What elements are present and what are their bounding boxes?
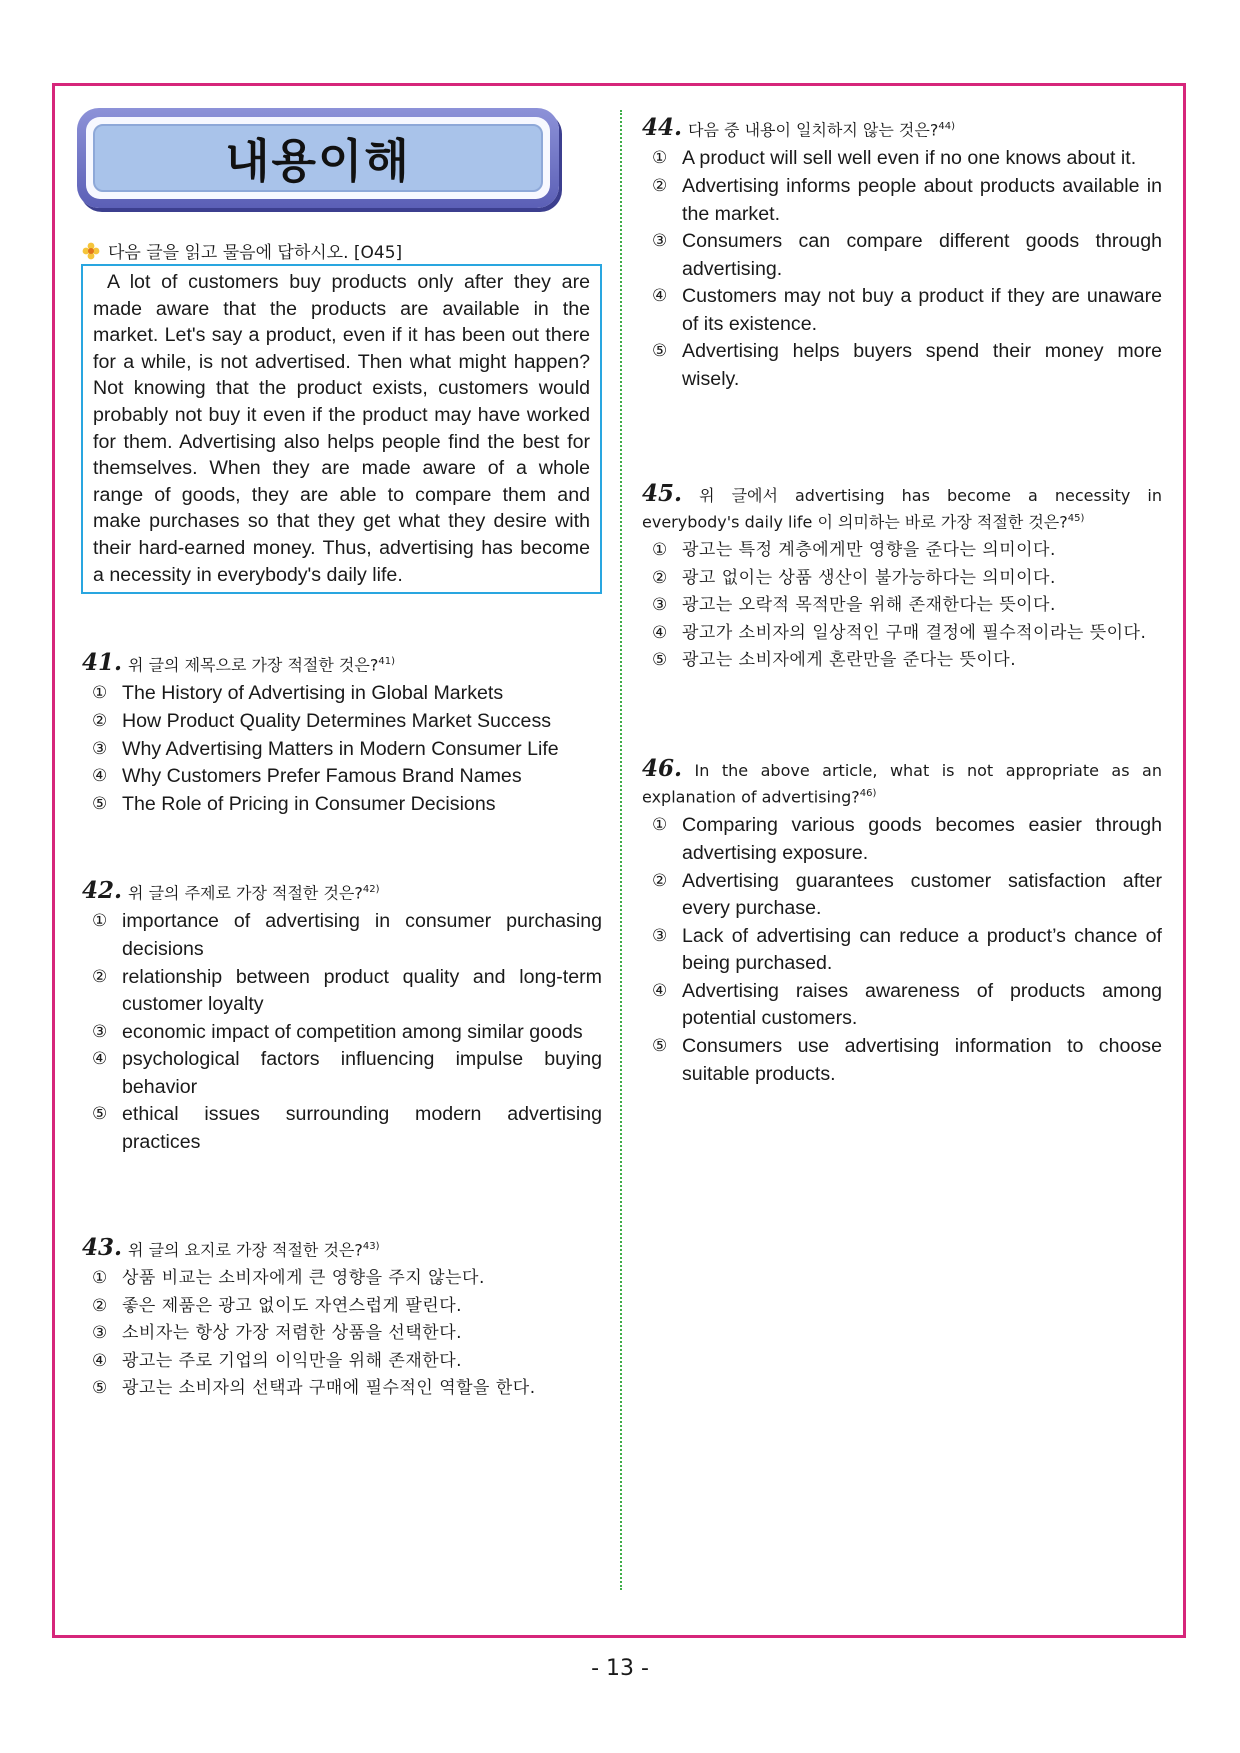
answer-option[interactable] [642,868,1162,923]
option-marker: ① [652,540,668,561]
option-marker: ④ [92,766,108,787]
question-prompt: 위 글에서 advertising has become a necessity in everybody's daily life 이 의미하는 바로 가장 적절한 것은? [642,486,1162,532]
flower-icon [82,242,100,260]
option-marker: ③ [92,738,108,759]
option-text: Advertising raises awareness of products among potential customers. [682,979,1162,1030]
option-text: 좋은 제품은 광고 없이도 자연스럽게 팔린다. [122,1295,463,1316]
question-number: 41 . [82,651,122,674]
answer-option[interactable] [82,1101,602,1156]
option-text: Lack of advertising can reduce a product’s chance of being purchased. [682,924,1162,975]
option-marker: ③ [652,925,668,946]
instruction-text: 다음 글을 읽고 물음에 답하시오. [O45] [108,243,403,263]
question-44 [642,115,1162,394]
option-text: 광고는 소비자에게 혼란만을 준다는 뜻이다. [682,650,1017,671]
option-marker: ② [92,966,108,987]
question-prompt: 위 글의 요지로 가장 적절한 것은? [128,1240,363,1260]
option-marker: ② [652,175,668,196]
option-marker: ③ [92,1021,108,1042]
option-marker: ② [652,567,668,588]
option-text: Comparing various goods becomes easier through advertising exposure. [682,814,1162,864]
footnote-ref: 43) [362,1241,380,1252]
option-text: 광고는 특정 계층에게만 영향을 준다는 의미이다. [682,540,1056,561]
question-number: 45 . [642,480,682,507]
option-text: The Role of Pricing in Consumer Decisions [122,792,496,815]
answer-option[interactable] [642,565,1162,593]
option-text: ethical issues surrounding modern advertising practices [122,1103,602,1154]
option-marker: ② [652,870,668,891]
answer-option[interactable] [82,1265,602,1293]
answer-option[interactable] [82,736,602,764]
option-text: How Product Quality Determines Market Success [122,709,552,732]
option-marker: ① [652,815,668,836]
answer-option[interactable] [82,1348,602,1376]
answer-option[interactable] [642,145,1162,173]
answer-option[interactable] [82,964,602,1019]
option-marker: ⑤ [652,650,668,671]
answer-option[interactable] [82,680,602,708]
option-marker: ② [92,710,108,731]
option-text: 광고 없이는 상품 생산이 불가능하다는 의미이다. [682,567,1056,588]
answer-option[interactable] [82,1019,602,1047]
option-text: 광고는 소비자의 선택과 구매에 필수적인 역할을 한다. [122,1378,536,1399]
answer-option[interactable] [82,763,602,791]
question-prompt: 위 글의 제목으로 가장 적절한 것은? [128,655,379,675]
question-number: 42 . [82,879,122,902]
option-text: Why Advertising Matters in Modern Consumer Life [122,737,559,760]
question-prompt: 다음 중 내용이 일치하지 않는 것은? [688,120,939,140]
option-text: 광고는 오락적 목적만을 위해 존재한다는 뜻이다. [682,595,1056,616]
option-marker: ③ [652,595,668,616]
answer-option[interactable] [82,708,602,736]
answer-option[interactable] [82,1046,602,1101]
footnote-ref: 41) [378,656,395,667]
answer-option[interactable] [642,592,1162,620]
answer-option[interactable] [82,1293,602,1321]
option-text: Customers may not buy a product if they are unaware of its existence. [682,285,1162,335]
question-46 [642,757,1162,1088]
option-marker: ⑤ [92,1104,108,1125]
page-number: - 13 - [591,1656,649,1681]
answer-option[interactable] [642,647,1162,675]
option-marker: ② [92,1295,108,1316]
option-text: A product will sell well even if no one knows about it. [682,147,1137,170]
option-marker: ⑤ [92,1378,108,1399]
option-text: Consumers use advertising information to choose suitable products. [682,1035,1162,1085]
footnote-ref: 44) [938,121,955,132]
option-text: 상품 비교는 소비자에게 큰 영향을 주지 않는다. [122,1268,485,1289]
option-marker: ③ [652,231,668,252]
option-text: 광고는 주로 기업의 이익만을 위해 존재한다. [122,1350,463,1371]
answer-option[interactable] [642,228,1162,283]
question-42 [82,878,602,1157]
footnote-ref: 45) [1067,513,1085,524]
section-title: 내용이해 [225,134,411,188]
answer-option[interactable] [82,1320,602,1348]
question-43 [82,1235,602,1403]
column-divider [620,110,622,1590]
option-marker: ⑤ [652,341,668,362]
question-45 [642,482,1162,675]
option-text: 광고가 소비자의 일상적인 구매 결정에 필수적이라는 뜻이다. [682,622,1147,643]
option-marker: ④ [92,1049,108,1070]
option-text: economic impact of competition among similar goods [122,1020,583,1043]
option-marker: ④ [652,286,668,307]
option-text: Advertising informs people about products available in the market. [682,174,1162,225]
option-marker: ⑤ [652,1036,668,1057]
instruction [82,238,402,263]
option-text: The History of Advertising in Global Markets [122,682,504,705]
option-text: psychological factors influencing impulse buying behavior [122,1048,602,1098]
question-41 [82,650,602,818]
question-number: 44 . [642,116,682,139]
answer-option[interactable] [642,1033,1162,1088]
answer-option[interactable] [642,338,1162,393]
question-prompt: 위 글의 주제로 가장 적절한 것은? [128,883,363,903]
option-marker: ④ [652,980,668,1001]
answer-option[interactable] [642,173,1162,228]
option-marker: ⑤ [92,793,108,814]
option-marker: ③ [92,1323,108,1344]
section-title-banner [77,108,559,208]
answer-option[interactable] [642,537,1162,565]
reading-passage: A lot of customers buy products only after they are made aware that the products are available in the market. Let's say a product, even if it has been out there for a while, is not advertised. Then what might happen? Not knowing that the product exists, customers would probably not buy it even if the product may have worked for them. Advertising also helps people find the best for themselves. When they are made aware of a whole range of goods, they are able to compare them and make purchases so that they get what they desire with their hard-earned money. Thus, advertising has become a necessity in everybody's daily life. [81,264,602,594]
option-text: 소비자는 항상 가장 저렴한 상품을 선택한다. [122,1323,463,1344]
answer-option[interactable] [642,978,1162,1033]
answer-option[interactable] [642,620,1162,648]
footnote-ref: 46) [859,788,877,799]
option-text: relationship between product quality and long-term customer loyalty [122,965,602,1016]
option-marker: ① [92,1268,108,1289]
option-text: importance of advertising in consumer purchasing decisions [122,910,602,960]
option-text: Consumers can compare different goods through advertising. [682,230,1162,280]
option-text: Advertising guarantees customer satisfaction after every purchase. [682,869,1162,920]
question-prompt: In the above article, what is not appropriate as an explanation of advertising? [642,761,1162,807]
option-marker: ① [92,911,108,932]
option-marker: ① [652,148,668,169]
answer-option[interactable] [82,1375,602,1403]
question-number: 46 . [642,755,682,782]
answer-option[interactable] [82,791,602,819]
footnote-ref: 42) [362,884,380,895]
answer-option[interactable] [642,923,1162,978]
option-marker: ④ [92,1350,108,1371]
option-text: Advertising helps buyers spend their money more wisely. [682,340,1162,391]
option-marker: ① [92,683,108,704]
option-marker: ④ [652,622,668,643]
option-text: Why Customers Prefer Famous Brand Names [122,765,522,788]
answer-option[interactable] [642,812,1162,867]
answer-option[interactable] [642,283,1162,338]
question-number: 43 . [82,1236,122,1259]
answer-option[interactable] [82,908,602,963]
